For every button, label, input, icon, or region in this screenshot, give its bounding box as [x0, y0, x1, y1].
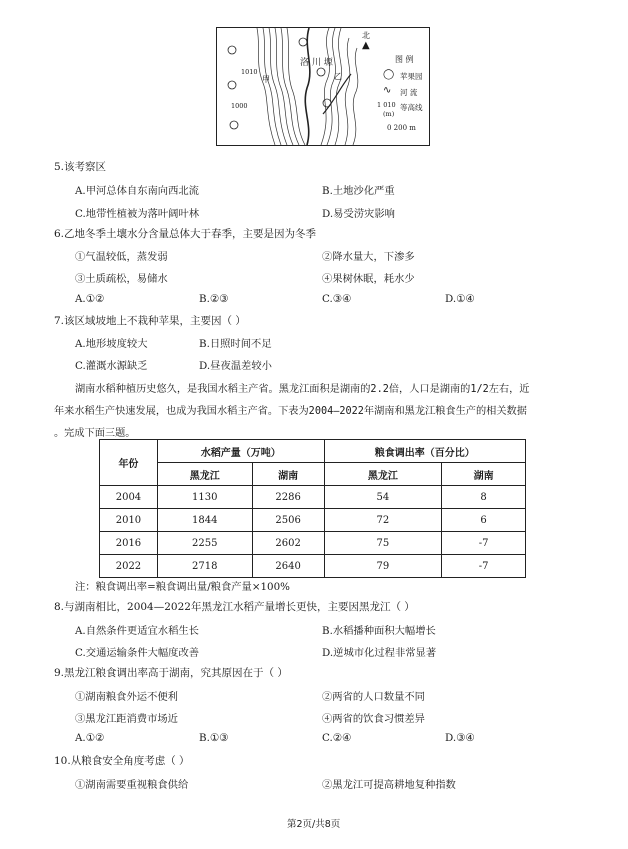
- statement-4: ④两省的饮食习惯差异: [322, 713, 425, 725]
- option-c[interactable]: C.交通运输条件大幅度改善: [75, 647, 200, 659]
- table-cell: 1844: [157, 509, 252, 532]
- table-cell: -7: [442, 555, 526, 578]
- legend-contour-value: 1 010: [377, 101, 396, 109]
- table-row: [100, 486, 526, 509]
- statement-1: ①湖南粮食外运不便利: [75, 691, 178, 703]
- statement-1: ①湖南需要重视粮食供给: [75, 779, 189, 791]
- river-icon: ∿: [383, 85, 392, 96]
- option-b[interactable]: B.日照时间不足: [199, 338, 272, 350]
- north-label: 北: [362, 31, 370, 40]
- north-arrow-icon: ▲: [362, 40, 370, 51]
- table-cell: 2010: [100, 509, 158, 532]
- table-cell: 75: [324, 532, 442, 555]
- statement-2: ②两省的人口数量不同: [322, 691, 425, 703]
- scale-label: 0 200 m: [387, 124, 416, 132]
- option-b[interactable]: B.水稻播种面积大幅增长: [322, 625, 436, 637]
- question-stem: 6.乙地冬季土壤水分含量总体大于春季，主要是因为冬季: [54, 228, 317, 240]
- table-cell: 2506: [252, 509, 324, 532]
- sub-header: 湖南: [252, 463, 324, 486]
- table-note: 注：粮食调出率=粮食调出量/粮食产量×100%: [75, 581, 290, 593]
- option-c[interactable]: C.③④: [322, 293, 352, 305]
- legend-contour-unit: (m): [383, 110, 395, 118]
- yi-label: 乙: [334, 72, 342, 81]
- grain-data-table: [99, 439, 526, 578]
- statement-3: ③土质疏松，易储水: [75, 273, 168, 285]
- question-stem: 10.从粮食安全角度考虑（ ）: [54, 755, 190, 767]
- legend-apple-label: 苹果园: [400, 72, 423, 81]
- option-d[interactable]: D.易受涝灾影响: [322, 208, 395, 220]
- passage-line: 年来水稻生产快速发展，也成为我国水稻主产省。下表为2004—2022年湖南和黑龙江粮食生产的相关数据: [54, 406, 527, 417]
- option-b[interactable]: B.土地沙化严重: [322, 185, 395, 197]
- table-cell: -7: [442, 532, 526, 555]
- jia-label: 甲: [262, 75, 270, 84]
- sub-header: 湖南: [442, 463, 526, 486]
- option-d[interactable]: D.①④: [445, 293, 475, 305]
- table-row: [100, 509, 526, 532]
- question-stem: 8.与湖南相比，2004—2022年黑龙江水稻产量增长更快，主要因黑龙江（ ）: [54, 601, 415, 613]
- question-stem: 7.该区域坡地上不栽种苹果，主要因（ ）: [54, 315, 246, 327]
- table-cell: 79: [324, 555, 442, 578]
- legend-river-label: 河 流: [400, 88, 418, 97]
- statement-4: ④果树休眠，耗水少: [322, 273, 415, 285]
- contour-value-label: 1010: [241, 68, 258, 76]
- option-b[interactable]: B.②③: [199, 293, 229, 305]
- passage-line: 湖南水稻种植历史悠久，是我国水稻主产省。黑龙江面积是湖南的2.2倍，人口是湖南的1/2左右，近: [75, 384, 530, 395]
- legend-contour-label: 等高线: [400, 103, 423, 112]
- contour-map: [216, 27, 430, 146]
- table-cell: 54: [324, 486, 442, 509]
- option-a[interactable]: A.地形坡度较大: [75, 338, 148, 350]
- page-number: 第2页/共8页: [287, 819, 341, 830]
- option-c[interactable]: C.地带性植被为落叶阔叶林: [75, 208, 200, 220]
- sub-header: 黑龙江: [324, 463, 442, 486]
- option-d[interactable]: D.昼夜温差较小: [199, 360, 272, 372]
- table-row: [100, 555, 526, 578]
- option-c[interactable]: C.灌溉水源缺乏: [75, 360, 148, 372]
- statement-3: ③黑龙江距消费市场近: [75, 713, 178, 725]
- table-cell: 2255: [157, 532, 252, 555]
- option-a[interactable]: A.①②: [75, 732, 105, 744]
- table-cell: 6: [442, 509, 526, 532]
- option-d[interactable]: D.逆城市化过程非常显著: [322, 647, 437, 659]
- passage-line: 。完成下面三题。: [54, 428, 136, 439]
- apple-icon: ◯: [383, 69, 395, 80]
- option-b[interactable]: B.①③: [199, 732, 229, 744]
- table-cell: 72: [324, 509, 442, 532]
- table-cell: 2004: [100, 486, 158, 509]
- legend-title: 图 例: [395, 55, 414, 64]
- option-a[interactable]: A.①②: [75, 293, 105, 305]
- option-a[interactable]: A.自然条件更适宜水稻生长: [75, 625, 199, 637]
- table-cell: 1130: [157, 486, 252, 509]
- statement-2: ②降水量大，下渗多: [322, 251, 415, 263]
- river-jia: [305, 28, 310, 145]
- col-rice-header: 水稻产量（万吨）: [157, 440, 324, 463]
- table-cell: 2286: [252, 486, 324, 509]
- table-cell: 2602: [252, 532, 324, 555]
- table-row: [100, 532, 526, 555]
- question-stem: 9.黑龙江粮食调出率高于湖南，究其原因在于（ ）: [54, 667, 288, 679]
- contour-value-label: 1000: [231, 102, 248, 110]
- option-a[interactable]: A.甲河总体自东南向西北流: [75, 185, 199, 197]
- table-cell: 2718: [157, 555, 252, 578]
- table-cell: 2016: [100, 532, 158, 555]
- option-d[interactable]: D.③④: [445, 732, 475, 744]
- col-year-header: 年份: [100, 440, 158, 486]
- question-stem: 5.该考察区: [54, 161, 107, 173]
- place-label: 洛 川 塬: [300, 58, 333, 68]
- table-cell: 2640: [252, 555, 324, 578]
- col-rate-header: 粮食调出率（百分比）: [324, 440, 525, 463]
- sub-header: 黑龙江: [157, 463, 252, 486]
- statement-2: ②黑龙江可提高耕地复种指数: [322, 779, 456, 791]
- statement-1: ①气温较低，蒸发弱: [75, 251, 168, 263]
- table-cell: 8: [442, 486, 526, 509]
- option-c[interactable]: C.②④: [322, 732, 352, 744]
- table-cell: 2022: [100, 555, 158, 578]
